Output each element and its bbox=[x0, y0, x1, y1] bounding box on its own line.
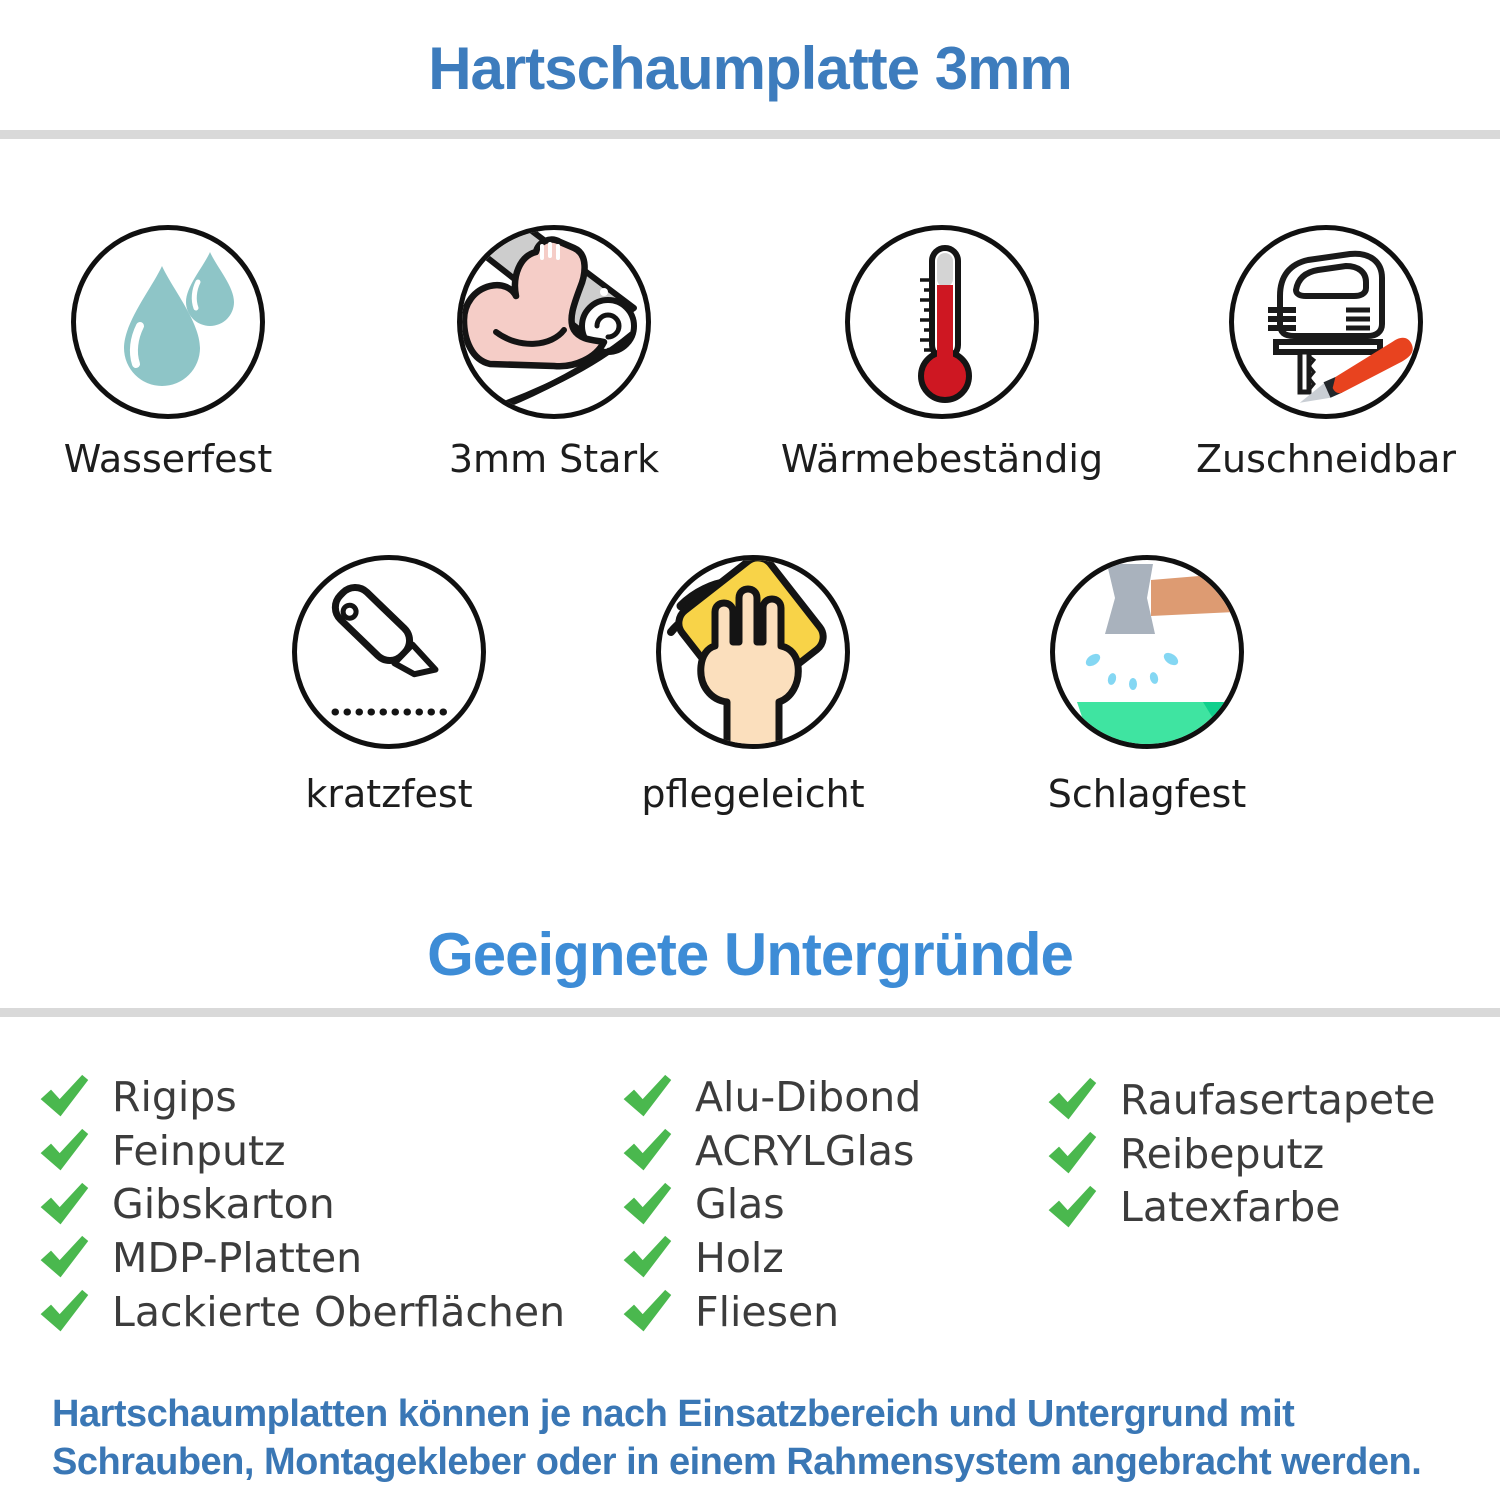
feature-label: Schlagfest bbox=[1047, 772, 1247, 816]
check-icon bbox=[621, 1289, 673, 1334]
surface-label: Rigips bbox=[112, 1072, 237, 1121]
list-item bbox=[621, 1285, 921, 1339]
feature-label: kratzfest bbox=[305, 772, 473, 816]
surface-label: Feinputz bbox=[112, 1126, 286, 1175]
surface-label: Gibskarton bbox=[112, 1180, 335, 1229]
divider-top bbox=[0, 130, 1500, 139]
check-icon bbox=[38, 1289, 90, 1334]
feature-label: Wärmebeständig bbox=[780, 437, 1104, 481]
check-icon bbox=[38, 1182, 90, 1227]
surface-label: Fliesen bbox=[695, 1287, 840, 1336]
surface-label: Holz bbox=[695, 1233, 784, 1282]
check-icon bbox=[621, 1128, 673, 1173]
footer-line-1: Hartschaumplatten können je nach Einsatzbereich und Untergrund mit bbox=[52, 1393, 1295, 1435]
surface-label: Lackierte Oberflächen bbox=[112, 1287, 566, 1336]
list-item bbox=[38, 1285, 565, 1339]
surface-label: ACRYLGlas bbox=[695, 1126, 915, 1175]
water-drops-icon bbox=[76, 230, 260, 414]
check-icon bbox=[621, 1074, 673, 1119]
feature-waermebestaendig bbox=[845, 225, 1039, 419]
utility-knife-icon bbox=[297, 560, 481, 744]
feature-pflegeleicht bbox=[656, 555, 850, 749]
surface-label: Reibeputz bbox=[1120, 1129, 1325, 1178]
feature-kratzfest bbox=[292, 555, 486, 749]
list-item bbox=[1046, 1180, 1435, 1234]
feature-schlagfest bbox=[1050, 555, 1244, 749]
cleaning-hand-icon bbox=[661, 560, 845, 744]
list-item bbox=[38, 1231, 565, 1285]
list-item bbox=[621, 1070, 921, 1124]
list-item bbox=[1046, 1127, 1435, 1181]
feature-zuschneidbar bbox=[1229, 225, 1423, 419]
surface-label: Latexfarbe bbox=[1120, 1183, 1341, 1232]
feature-label: 3mm Stark bbox=[448, 437, 660, 481]
hammer-icon bbox=[1055, 560, 1239, 744]
section-title-untergruende: Geeignete Untergründe bbox=[427, 921, 1073, 988]
footer-line-2: Schrauben, Montagekleber oder in einem Rahmensystem angebracht werden. bbox=[52, 1441, 1422, 1483]
check-icon bbox=[38, 1074, 90, 1119]
check-icon bbox=[1046, 1077, 1098, 1122]
surface-label: Raufasertapete bbox=[1120, 1075, 1436, 1124]
surfaces-column-1 bbox=[38, 1070, 565, 1338]
footer-note bbox=[52, 1390, 1421, 1486]
page-title: Hartschaumplatte 3mm bbox=[428, 35, 1072, 102]
list-item bbox=[38, 1070, 565, 1124]
divider-middle bbox=[0, 1008, 1500, 1017]
surfaces-column-2 bbox=[621, 1070, 921, 1338]
list-item bbox=[38, 1177, 565, 1231]
surface-label: Glas bbox=[695, 1180, 785, 1229]
list-item bbox=[621, 1124, 921, 1178]
list-item bbox=[621, 1231, 921, 1285]
check-icon bbox=[38, 1128, 90, 1173]
feature-label: pflegeleicht bbox=[641, 772, 865, 816]
check-icon bbox=[1046, 1185, 1098, 1230]
check-icon bbox=[1046, 1131, 1098, 1176]
feature-3mm-stark bbox=[457, 225, 651, 419]
feature-wasserfest bbox=[71, 225, 265, 419]
surface-label: MDP-Platten bbox=[112, 1233, 363, 1282]
surface-label: Alu-Dibond bbox=[695, 1072, 922, 1121]
muscle-arm-icon bbox=[462, 230, 646, 414]
check-icon bbox=[621, 1182, 673, 1227]
check-icon bbox=[621, 1235, 673, 1280]
feature-label: Wasserfest bbox=[63, 437, 273, 481]
feature-label: Zuschneidbar bbox=[1195, 437, 1457, 481]
jigsaw-icon bbox=[1234, 230, 1418, 414]
thermometer-icon bbox=[850, 230, 1034, 414]
list-item bbox=[38, 1124, 565, 1178]
list-item bbox=[1046, 1073, 1435, 1127]
list-item bbox=[621, 1177, 921, 1231]
check-icon bbox=[38, 1235, 90, 1280]
surfaces-column-3 bbox=[1046, 1073, 1435, 1234]
